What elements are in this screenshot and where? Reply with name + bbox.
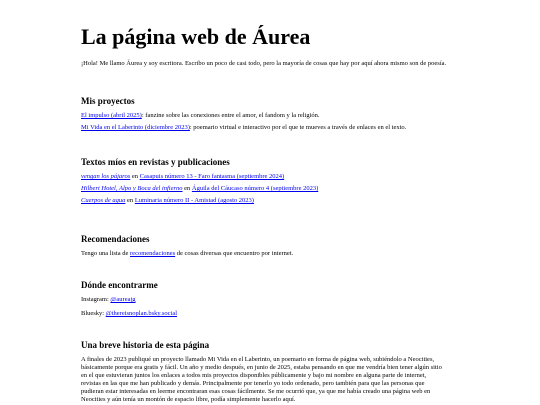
project-item [81,124,454,132]
recommendations-heading: Recomendaciones [81,234,150,244]
recommendations-text-after: de cosas diversas que encuentro por internet. [175,250,294,257]
publication-connector: en [130,173,140,180]
projects-heading: Mis proyectos [81,96,135,106]
history-line: en el que estuvieran juntos los enlaces a todos mis proyectos disponibles públicamente y bajo mi nombre en alguna parte de internet, [81,372,427,379]
publication-journal-link[interactable]: Luminaria número II - Amistad (agosto 2023) [134,197,254,204]
project-link-el-impulso[interactable]: El impulso (abril 2025) [81,112,142,119]
history-line: básicamente porque era gratis y fácil. Un año y medio después, en junio de 2025, estaba pensando en que me vendría bien tener algún sitio [81,364,442,371]
publication-item [81,173,454,181]
publication-connector: en [182,185,192,192]
recommendations-section [81,234,454,258]
intro-text: ¡Hola! Me llamo Áurea y soy escritora. Escribo un poco de casi todo, pero la mayoría de cosas que hay por aquí ahora mismo son de poesía. [81,60,447,67]
publication-work-link[interactable]: Cuerpos de agua [81,197,126,204]
instagram-link[interactable]: @aureajg [110,296,136,303]
project-link-mi-vida-en-el-laberinto[interactable]: Mi Vida en el Laberinto (diciembre 2023) [81,124,190,131]
publication-work-link[interactable]: vengan los pájaros [81,173,131,180]
project-description: : poemario virtual e interactivo por el que te mueves a través de enlaces en el texto. [189,124,407,131]
recommendations-text [81,250,454,258]
history-line: Neocities y aún tenía un montón de espacio libre, podía simplemente hacerlo aquí. [81,396,296,403]
publication-journal-link[interactable]: Águila del Cáucaso número 4 (septiembre 2023) [191,185,319,192]
instagram-line [81,296,454,304]
projects-section [81,96,454,132]
page-title: La página web de Áurea [81,24,311,49]
history-heading: Una breve historia de esta página [81,340,210,350]
history-line: revistas en las que me han publicado y demás. Principalmente por tenerlo yo todo ordenado, pero también para que las personas que [81,380,425,387]
publication-item [81,185,454,193]
recommendations-text-before: Tengo una lista de [81,250,131,257]
recommendations-link[interactable]: recomendaciones [130,250,176,257]
contact-section [81,280,454,318]
bluesky-line [81,310,454,318]
contact-heading: Dónde encontrarme [81,280,158,290]
publication-work-link[interactable]: Hilbert Hotel, Alpo y Boca del infierno [81,185,183,192]
main-content [81,24,454,403]
bluesky-link[interactable]: @thereisnoplan.bsky.social [105,310,178,317]
project-item [81,112,454,120]
project-description: : fanzine sobre las conexiones entre el amor, el fandom y la religión. [141,112,320,119]
bluesky-label: Bluesky: [81,310,106,317]
history-line: A finales de 2023 publiqué un proyecto llamado Mi Vida en el Laberinto, un poemario en forma de página web, subiéndolo a Neocities, [81,356,435,363]
publication-journal-link[interactable]: Casapuis número 13 - Faro fantasma (septiembre 2024) [139,173,285,180]
history-line: pudieran estar interesadas en leerme encontraran esas cosas fácilmente. Se me ocurrió que, ya que me había creado una página web en [81,388,431,395]
publication-item [81,197,454,205]
publications-section [81,157,454,205]
instagram-label: Instagram: [81,296,111,303]
history-section [81,340,454,404]
publications-heading: Textos míos en revistas y publicaciones [81,157,230,167]
publication-connector: en [125,197,135,204]
